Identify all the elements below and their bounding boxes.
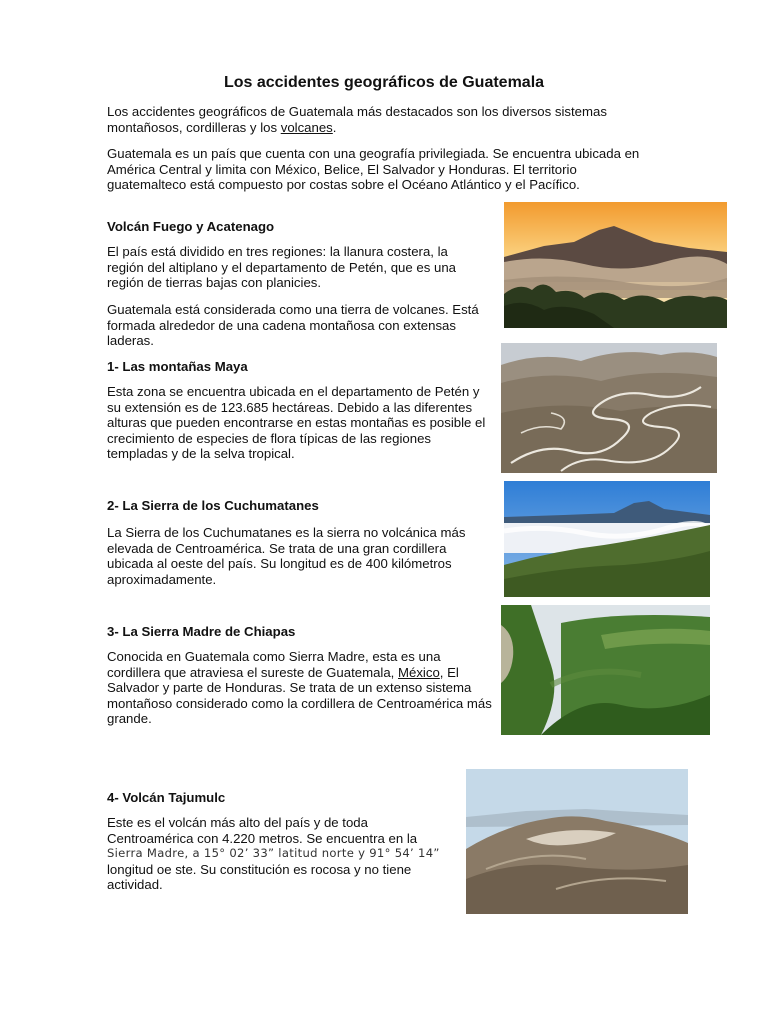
volcanes-link[interactable]: volcanes: [280, 119, 333, 135]
tajumulc-line: actividad.: [107, 877, 163, 892]
cuchumatanes-paragraph: La Sierra de los Cuchumatanes es la sierra no volcánica más elevada de Centroamérica. Se trata de una gran cordillera ubicada al oeste del país. Su longitud es de 400 kilómetros aproximadamente.: [107, 525, 466, 587]
intro-text: Los accidentes geográficos de Guatemala más destacados son los diversos sistemas montañosos, cordilleras y los: [107, 104, 607, 135]
chiapas-text-end: , El Salvador y parte de Honduras. Se trata de un extenso sistema montañoso considerado como la cordillera de Centroamérica más grande.: [107, 664, 492, 726]
section-heading-fuego: Volcán Fuego y Acatenago: [107, 219, 275, 234]
tajumulc-coordinates-line: Sierra Madre, a 15° 02’ 33” latitud norte y 91° 54’ 14”: [107, 846, 440, 860]
chiapas-text: Conocida en Guatemala como Sierra Madre, esta es una cordillera que atraviesa el sureste de Guatemala,: [107, 649, 441, 680]
tajumulco-crater-photo: [466, 769, 688, 914]
section-heading-maya: 1- Las montañas Maya: [107, 359, 248, 374]
chiapas-canyon-photo: [501, 605, 710, 735]
sunset-volcano-photo: [504, 202, 727, 328]
tajumulc-line: longitud oe ste. Su constitución es rocosa y no tiene: [107, 861, 412, 877]
tajumulc-line: Centroamérica con 4.220 metros. Se encuentra en la: [107, 830, 418, 846]
section-heading-cuchumatanes: 2- La Sierra de los Cuchumatanes: [107, 498, 319, 513]
winding-road-mountains-photo: [501, 343, 717, 473]
tajumulc-paragraph: [107, 815, 457, 893]
chiapas-paragraph: [107, 649, 492, 727]
page-title: Los accidentes geográficos de Guatemala: [223, 74, 545, 91]
geografia-paragraph: Guatemala es un país que cuenta con una geografía privilegiada. Se encuentra ubicada en América Central y limita con México, Belice, El Salvador y Honduras. El territorio guatemalteco está compuesto por costas sobre el Océano Atlántico y el Pacífico.: [107, 146, 640, 192]
mexico-link[interactable]: México: [398, 664, 440, 680]
cuchumatanes-photo: [504, 481, 710, 597]
intro-text-end: .: [332, 119, 337, 135]
regiones-paragraph: El país está dividido en tres regiones: la llanura costera, la región del altiplano y el departamento de Petén, que es una región de tierras bajas con planicies.: [107, 244, 456, 290]
section-heading-tajumulc: 4- Volcán Tajumulc: [107, 790, 226, 805]
tajumulc-line: Este es el volcán más alto del país y de toda: [107, 815, 368, 830]
maya-paragraph: Esta zona se encuentra ubicada en el departamento de Petén y su extensión es de 123.685 hectáreas. Debido a las diferentes alturas que pueden encontrarse en estas montañas es posible el crecimiento de especies de flora típicas de las regiones templadas y de la selva tropical.: [107, 384, 486, 461]
intro-paragraph: [107, 104, 647, 135]
section-heading-chiapas: 3- La Sierra Madre de Chiapas: [107, 624, 296, 639]
volcanes-paragraph: Guatemala está considerada como una tierra de volcanes. Está formada alrededor de una cadena montañosa con extensas laderas.: [107, 302, 479, 348]
